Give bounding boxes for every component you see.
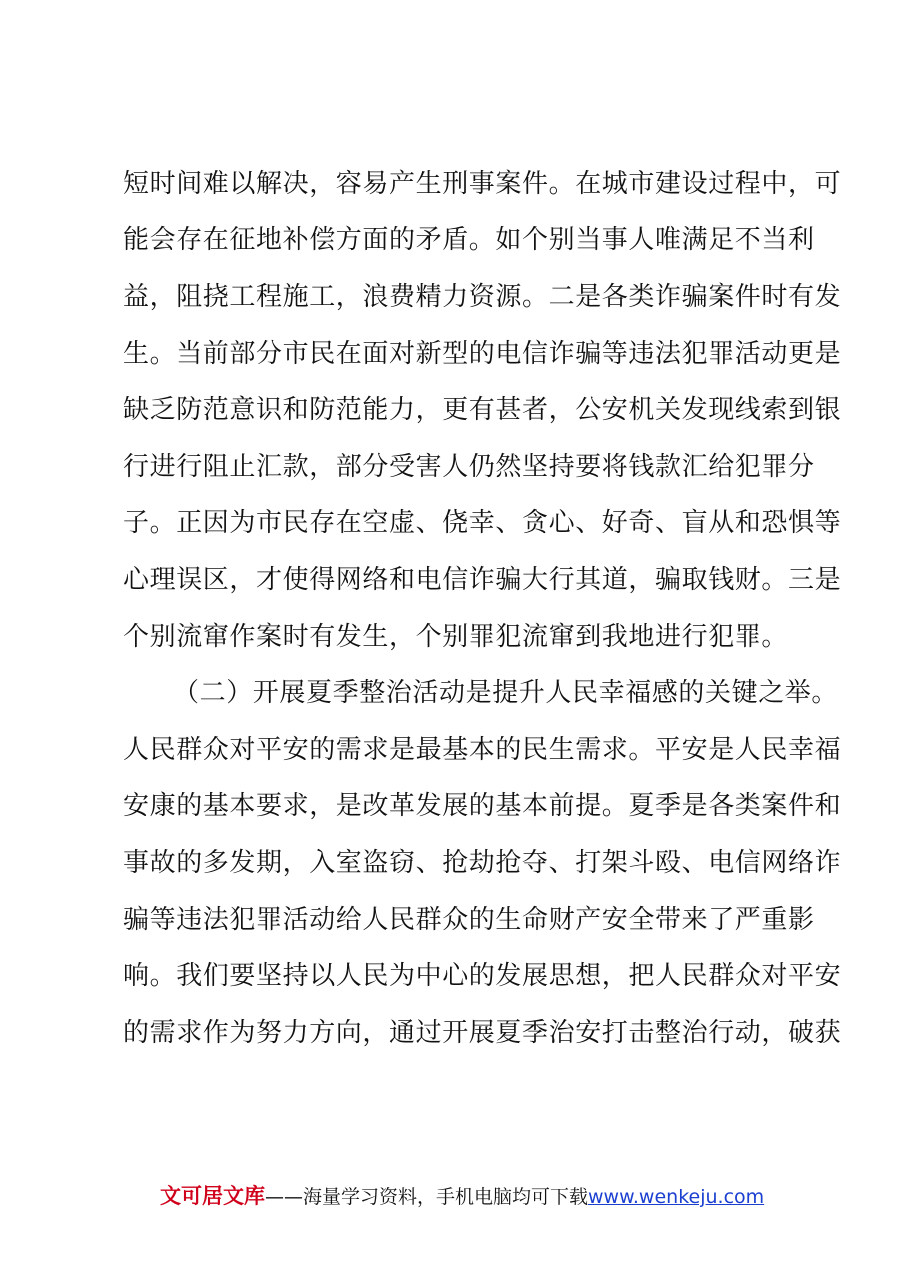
- footer-tagline: ——海量学习资料，手机电脑均可下载: [265, 1186, 589, 1208]
- text-line-2: 能会存在征地补偿方面的矛盾。如个别当事人唯满足不当利: [123, 225, 815, 255]
- text-line-4: 生。当前部分市民在面对新型的电信诈骗等违法犯罪活动更是: [123, 339, 842, 369]
- footer-banner: [160, 1183, 764, 1210]
- footer-link[interactable]: www.wenkeju.com: [588, 1186, 765, 1208]
- footer-brand: 文可居文库: [160, 1184, 265, 1208]
- text-line-14: 骗等违法犯罪活动给人民群众的生命财产安全带来了严重影: [123, 905, 815, 935]
- text-line-16: 的需求作为努力方向，通过开展夏季治安打击整治行动，破获: [123, 1018, 842, 1048]
- text-line-12: 安康的基本要求，是改革发展的基本前提。夏季是各类案件和: [123, 791, 842, 821]
- text-line-9: 个别流窜作案时有发生，个别罪犯流窜到我地进行犯罪。: [123, 622, 789, 652]
- text-line-6: 行进行阻止汇款，部分受害人仍然坚持要将钱款汇给犯罪分: [123, 452, 815, 482]
- text-line-15: 响。我们要坚持以人民为中心的发展思想，把人民群众对平安: [123, 961, 842, 991]
- section-heading: （二）开展夏季整治活动是提升人民幸福感的关键之举。: [173, 678, 839, 708]
- text-line-7: 子。正因为市民存在空虚、侥幸、贪心、好奇、盲从和恐惧等: [123, 508, 842, 538]
- text-line-13: 事故的多发期，入室盗窃、抢劫抢夺、打架斗殴、电信网络诈: [123, 848, 842, 878]
- text-line-8: 心理误区，才使得网络和电信诈骗大行其道，骗取钱财。三是: [123, 565, 842, 595]
- text-line-1: 短时间难以解决，容易产生刑事案件。在城市建设过程中，可: [123, 169, 842, 199]
- text-line-3: 益，阻挠工程施工，浪费精力资源。二是各类诈骗案件时有发: [123, 282, 842, 312]
- text-line-5: 缺乏防范意识和防范能力，更有甚者，公安机关发现线索到银: [123, 395, 842, 425]
- text-line-11: 人民群众对平安的需求是最基本的民生需求。平安是人民幸福: [123, 735, 842, 765]
